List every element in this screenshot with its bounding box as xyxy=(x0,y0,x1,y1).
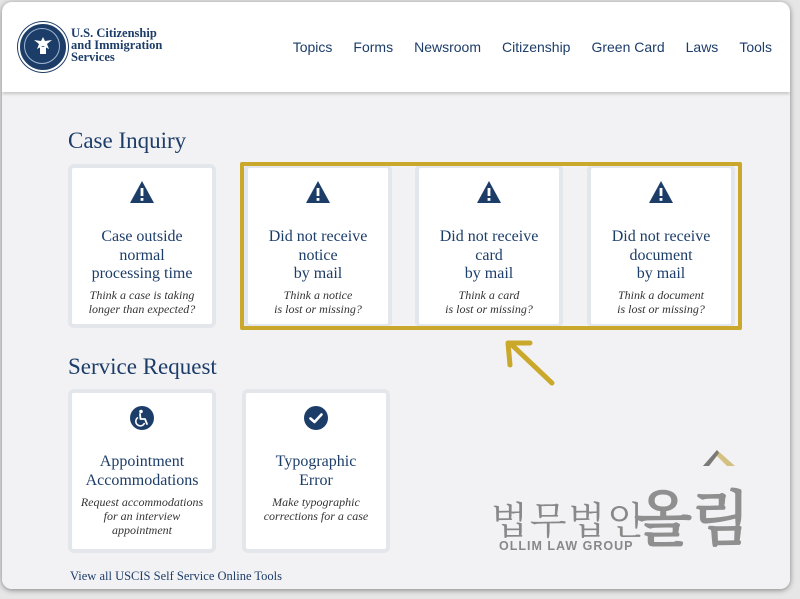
main-nav xyxy=(272,39,772,55)
watermark-korean-small: 법무법인 xyxy=(491,501,646,543)
watermark-chevron-icon xyxy=(699,444,739,472)
highlight-box xyxy=(240,162,742,330)
card-title: Did not receive notice by mail xyxy=(268,228,368,282)
card-case-outside-processing[interactable] xyxy=(68,164,216,328)
nav-green-card[interactable]: Green Card xyxy=(591,39,665,55)
card-title: Did not receive document by mail xyxy=(611,228,711,282)
card-typographic-error[interactable] xyxy=(242,389,390,553)
agency-name[interactable]: U.S. Citizenship and Immigration Services xyxy=(71,26,163,64)
nav-citizenship[interactable]: Citizenship xyxy=(501,39,571,55)
case-inquiry-heading: Case Inquiry xyxy=(68,128,187,153)
nav-newsroom[interactable]: Newsroom xyxy=(414,39,481,55)
dhs-seal-logo[interactable] xyxy=(18,22,68,72)
watermark-english: OLLIM LAW GROUP xyxy=(499,539,634,553)
card-description: Think a case is taking longer than expected? xyxy=(88,288,196,316)
view-all-tools-link[interactable]: View all USCIS Self Service Online Tools xyxy=(70,569,283,583)
accessibility-icon xyxy=(129,405,155,431)
pointer-arrow-icon xyxy=(502,337,558,389)
card-title: Case outside normal processing time xyxy=(91,228,193,282)
card-appointment-accommodations[interactable] xyxy=(68,389,216,553)
nav-forms[interactable]: Forms xyxy=(353,39,394,55)
eagle-icon xyxy=(32,35,54,57)
card-description: Think a document is lost or missing? xyxy=(617,288,705,316)
nav-tools[interactable]: Tools xyxy=(739,39,772,55)
browser-frame xyxy=(2,2,790,589)
card-description: Request accommodations for an interview appointment xyxy=(80,495,204,537)
nav-laws[interactable]: Laws xyxy=(685,39,719,55)
card-title: Did not receive card by mail xyxy=(439,228,539,282)
card-title: Typographic Error xyxy=(275,453,357,489)
card-title: Appointment Accommodations xyxy=(85,453,199,489)
card-description: Think a notice is lost or missing? xyxy=(274,288,362,316)
card-description: Think a card is lost or missing? xyxy=(445,288,533,316)
warning-icon xyxy=(129,180,155,204)
nav-topics[interactable]: Topics xyxy=(292,39,333,55)
service-request-heading: Service Request xyxy=(68,354,217,379)
checkmark-icon xyxy=(303,405,329,431)
watermark-korean-big: 올림 xyxy=(634,486,750,553)
site-header xyxy=(2,2,790,92)
card-description: Make typographic corrections for a case xyxy=(263,495,369,523)
main-content xyxy=(2,92,790,589)
